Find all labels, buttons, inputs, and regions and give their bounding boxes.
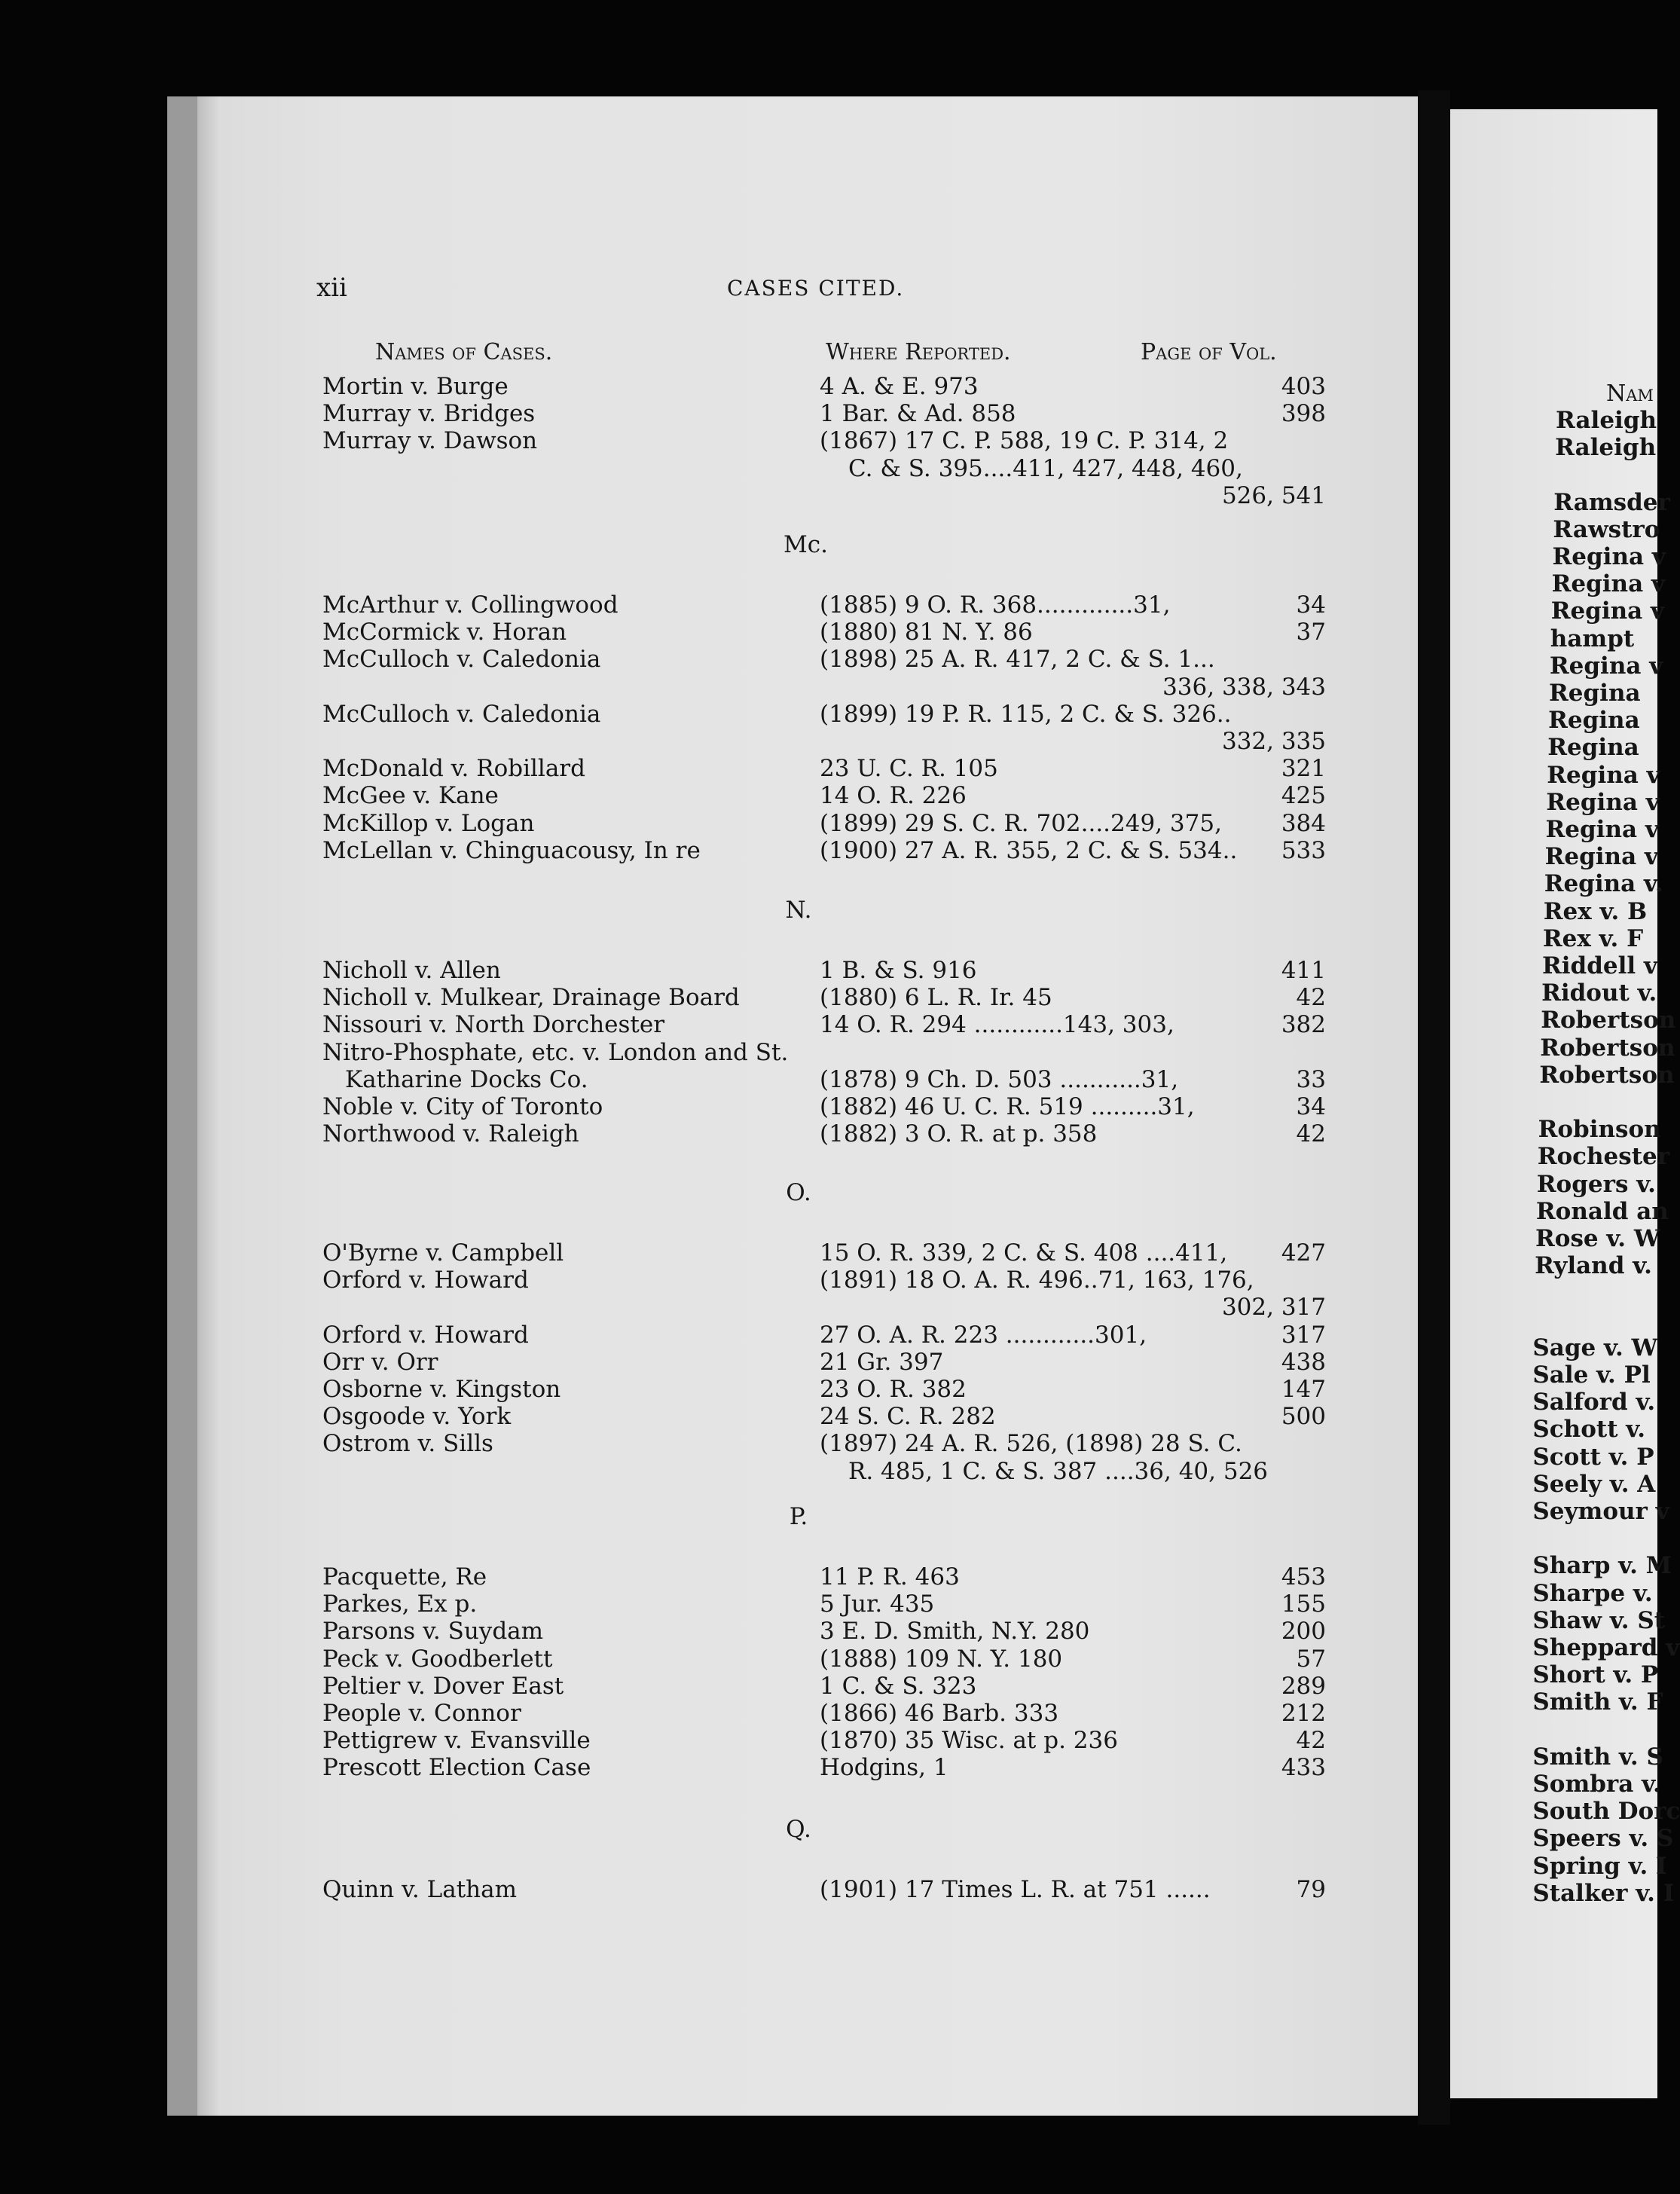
facing-page-line: Regina: [1548, 707, 1640, 735]
where-reported: 5 Jur. 435: [820, 1590, 935, 1618]
case-name: Parkes, Ex p.: [322, 1590, 478, 1618]
where-reported: (1870) 35 Wisc. at p. 236: [820, 1727, 1118, 1755]
case-name: Murray v. Bridges: [322, 400, 536, 428]
facing-page-line: Rex v. F: [1542, 924, 1644, 952]
case-name: Peck v. Goodberlett: [322, 1645, 553, 1673]
facing-page-line: Regina v: [1550, 597, 1665, 625]
page-of-volume: 289: [1281, 1672, 1326, 1700]
where-reported: (1880) 81 N. Y. 86: [820, 619, 1033, 646]
facing-page-line: Regina v: [1544, 843, 1658, 871]
column-header-page: Page of Vol.: [1141, 339, 1277, 365]
page-of-volume: 317: [1281, 1321, 1326, 1349]
facing-page-line: Speers v. S: [1532, 1825, 1674, 1853]
where-reported: Hodgins, 1: [820, 1754, 948, 1782]
where-reported: 1 B. & S. 916: [820, 957, 977, 984]
section-letter: O.: [786, 1179, 811, 1206]
case-name: Nissouri v. North Dorchester: [322, 1011, 665, 1039]
facing-page-line: Ryland v.: [1535, 1252, 1652, 1280]
case-name: McLellan v. Chinguacousy, In re: [322, 836, 701, 864]
facing-page-line: Ronald an: [1535, 1197, 1669, 1225]
where-reported: 23 O. R. 382: [820, 1376, 967, 1403]
case-name: Orr v. Orr: [322, 1348, 438, 1376]
where-reported: (1899) 29 S. C. R. 702....249, 375,: [820, 809, 1222, 837]
case-name: Katharine Docks Co.: [345, 1065, 588, 1093]
page-of-volume: 42: [1296, 1727, 1326, 1755]
where-reported: (1885) 9 O. R. 368.............31,: [820, 591, 1171, 619]
facing-page-line: South Dorc: [1532, 1798, 1680, 1826]
case-name: Nicholl v. Allen: [322, 957, 501, 984]
section-letter: Mc.: [783, 531, 828, 558]
book-gutter: [1418, 90, 1450, 2125]
facing-page-line: Regina v: [1547, 761, 1660, 789]
page-of-volume: 212: [1281, 1700, 1326, 1727]
facing-page-line: Rogers v.: [1536, 1170, 1656, 1198]
section-letter: Q.: [786, 1816, 811, 1843]
page-of-volume: 384: [1281, 809, 1326, 837]
where-reported: (1888) 109 N. Y. 180: [820, 1645, 1063, 1673]
where-reported: (1878) 9 Ch. D. 503 ...........31,: [820, 1065, 1179, 1093]
where-reported: (1866) 46 Barb. 333: [820, 1700, 1059, 1727]
where-reported: (1880) 6 L. R. Ir. 45: [820, 984, 1052, 1012]
facing-page-line: hampt: [1550, 625, 1635, 652]
case-name: McArthur v. Collingwood: [322, 591, 619, 619]
page-of-volume: 42: [1296, 984, 1326, 1012]
where-reported: (1891) 18 O. A. R. 496..71, 163, 176,: [820, 1267, 1254, 1294]
case-name: O'Byrne v. Campbell: [322, 1239, 564, 1267]
citation-continuation: C. & S. 395....411, 427, 448, 460,: [848, 454, 1243, 482]
facing-page-line: Stalker v. I: [1532, 1879, 1675, 1907]
facing-page-line: Seymour v: [1532, 1498, 1669, 1525]
where-reported: 27 O. A. R. 223 ............301,: [820, 1321, 1147, 1349]
where-reported: (1897) 24 A. R. 526, (1898) 28 S. C.: [820, 1430, 1242, 1458]
page-of-volume: 147: [1281, 1376, 1326, 1403]
case-name: McCulloch v. Caledonia: [322, 700, 601, 728]
page-number: xii: [316, 273, 347, 303]
page-of-volume: 33: [1296, 1065, 1326, 1093]
citation-continuation: 302, 317: [1221, 1294, 1326, 1322]
facing-page-line: Regina v.: [1544, 870, 1663, 898]
page-of-volume: 500: [1281, 1403, 1326, 1431]
page-of-volume: 438: [1281, 1348, 1326, 1376]
page-of-volume: 398: [1281, 400, 1326, 428]
page-of-volume: 34: [1296, 1093, 1326, 1120]
facing-page-line: Shaw v. St: [1532, 1606, 1666, 1634]
facing-page-line: Robertson: [1540, 1034, 1675, 1062]
page-of-volume: 321: [1281, 755, 1326, 783]
where-reported: (1882) 3 O. R. at p. 358: [820, 1120, 1098, 1148]
facing-page-line: Sombra v.: [1532, 1771, 1661, 1798]
case-name: Murray v. Dawson: [322, 427, 538, 455]
where-reported: (1898) 25 A. R. 417, 2 C. & S. 1...: [820, 646, 1215, 674]
page-of-volume: 403: [1281, 373, 1326, 400]
where-reported: 1 C. & S. 323: [820, 1672, 977, 1700]
facing-page-line: Sharp v. M: [1532, 1552, 1672, 1580]
column-header-where: Where Reported.: [826, 339, 1011, 365]
where-reported: 23 U. C. R. 105: [820, 755, 998, 783]
where-reported: 14 O. R. 294 ............143, 303,: [820, 1011, 1174, 1039]
facing-page-line: Scott v. P: [1532, 1443, 1654, 1471]
case-name: Osborne v. Kingston: [322, 1376, 561, 1403]
facing-page-line: Rochester: [1537, 1143, 1670, 1171]
page-of-volume: 37: [1296, 619, 1326, 646]
case-name: Nitro-Phosphate, etc. v. London and St.: [322, 1038, 789, 1066]
page-of-volume: 382: [1281, 1011, 1326, 1039]
where-reported: 14 O. R. 226: [820, 782, 967, 810]
case-name: Nicholl v. Mulkear, Drainage Board: [322, 984, 740, 1012]
facing-page-line: Regina: [1549, 680, 1641, 707]
facing-page-line: Regina: [1547, 734, 1639, 762]
page-of-volume: 79: [1296, 1876, 1326, 1903]
facing-page-line: Smith v. F: [1532, 1688, 1663, 1716]
facing-page-header: Nam: [1606, 380, 1654, 407]
case-name: Mortin v. Burge: [322, 373, 509, 400]
case-name: Ostrom v. Sills: [322, 1430, 493, 1458]
facing-page-line: Raleigh: [1555, 434, 1657, 462]
section-letter: N.: [785, 897, 812, 924]
facing-page-line: Rose v. W: [1535, 1225, 1660, 1252]
page-of-volume: 425: [1281, 782, 1326, 810]
case-name: McCormick v. Horan: [322, 619, 567, 646]
facing-page-line: Short v. P: [1532, 1661, 1659, 1689]
case-name: McCulloch v. Caledonia: [322, 646, 601, 674]
case-name: Osgoode v. York: [322, 1403, 512, 1431]
facing-page-line: Sheppard v: [1532, 1634, 1680, 1661]
facing-page-line: Salford v.: [1532, 1389, 1656, 1416]
facing-page-line: Schott v.: [1532, 1416, 1645, 1444]
facing-page-line: Ramsder: [1553, 488, 1670, 516]
facing-page-line: Sharpe v.: [1532, 1579, 1653, 1607]
facing-page-line: Robinson: [1538, 1116, 1661, 1144]
case-name: Noble v. City of Toronto: [322, 1093, 603, 1120]
facing-page-line: Ridout v.: [1541, 979, 1657, 1007]
facing-page-line: Spring v. I: [1532, 1852, 1667, 1880]
page-of-volume: 57: [1296, 1645, 1326, 1673]
page-of-volume: 433: [1281, 1754, 1326, 1782]
facing-page-line: Robertson: [1539, 1061, 1675, 1089]
case-name: People v. Connor: [322, 1700, 521, 1727]
running-head: CASES CITED.: [727, 276, 905, 301]
case-name: McGee v. Kane: [322, 782, 499, 810]
case-name: McKillop v. Logan: [322, 809, 535, 837]
facing-page-line: Raleigh: [1556, 407, 1657, 434]
case-name: Orford v. Howard: [322, 1267, 529, 1294]
page-of-volume: 42: [1296, 1120, 1326, 1148]
facing-page-line: Regina v: [1552, 543, 1666, 570]
case-name: Orford v. Howard: [322, 1321, 529, 1349]
citation-continuation: 526, 541: [1221, 481, 1326, 509]
where-reported: 1 Bar. & Ad. 858: [820, 400, 1016, 428]
page-of-volume: 427: [1281, 1239, 1326, 1267]
facing-page-line: Sage v. W: [1532, 1334, 1658, 1361]
where-reported: 15 O. R. 339, 2 C. & S. 408 ....411,: [820, 1239, 1228, 1267]
where-reported: 11 P. R. 463: [820, 1563, 960, 1590]
facing-page-line: Smith v. S: [1532, 1743, 1663, 1771]
case-name: McDonald v. Robillard: [322, 755, 585, 783]
where-reported: (1867) 17 C. P. 588, 19 C. P. 314, 2: [820, 427, 1229, 455]
where-reported: (1899) 19 P. R. 115, 2 C. & S. 326..: [820, 700, 1232, 728]
where-reported: (1901) 17 Times L. R. at 751 ......: [820, 1876, 1211, 1903]
column-header-names: Names of Cases.: [375, 339, 553, 365]
citation-continuation: 336, 338, 343: [1162, 673, 1326, 701]
citation-continuation: R. 485, 1 C. & S. 387 ....36, 40, 526: [848, 1457, 1269, 1485]
facing-page-line: Regina v: [1551, 570, 1665, 598]
facing-page-line: Regina v: [1546, 788, 1660, 816]
where-reported: 4 A. & E. 973: [820, 373, 979, 400]
case-name: Northwood v. Raleigh: [322, 1120, 579, 1148]
facing-page-line: Sale v. Pl: [1532, 1361, 1651, 1389]
section-letter: P.: [789, 1503, 808, 1530]
facing-page-line: Rex v. B: [1543, 897, 1648, 925]
facing-page-line: Robertson: [1541, 1007, 1676, 1034]
case-name: Prescott Election Case: [322, 1754, 591, 1782]
case-name: Parsons v. Suydam: [322, 1618, 544, 1646]
page-of-volume: 155: [1281, 1590, 1326, 1618]
page-of-volume: 411: [1281, 957, 1326, 984]
case-name: Quinn v. Latham: [322, 1876, 517, 1903]
where-reported: 21 Gr. 397: [820, 1348, 944, 1376]
where-reported: (1900) 27 A. R. 355, 2 C. & S. 534..: [820, 836, 1238, 864]
page-of-volume: 34: [1296, 591, 1326, 619]
where-reported: 24 S. C. R. 282: [820, 1403, 996, 1431]
where-reported: 3 E. D. Smith, N.Y. 280: [820, 1618, 1090, 1646]
citation-continuation: 332, 335: [1221, 728, 1326, 755]
where-reported: (1882) 46 U. C. R. 519 .........31,: [820, 1093, 1195, 1120]
case-name: Pacquette, Re: [322, 1563, 487, 1590]
facing-page-line: Riddell v: [1542, 952, 1657, 979]
case-name: Pettigrew v. Evansville: [322, 1727, 591, 1755]
page-of-volume: 453: [1281, 1563, 1326, 1590]
page-of-volume: 200: [1281, 1618, 1326, 1646]
facing-page-line: Regina v: [1545, 816, 1659, 843]
page-of-volume: 533: [1281, 836, 1326, 864]
facing-page-line: Seely v. A: [1532, 1470, 1656, 1498]
facing-page-line: Regina v: [1549, 652, 1663, 680]
facing-page-line: Rawstro: [1553, 515, 1660, 543]
case-name: Peltier v. Dover East: [322, 1672, 564, 1700]
